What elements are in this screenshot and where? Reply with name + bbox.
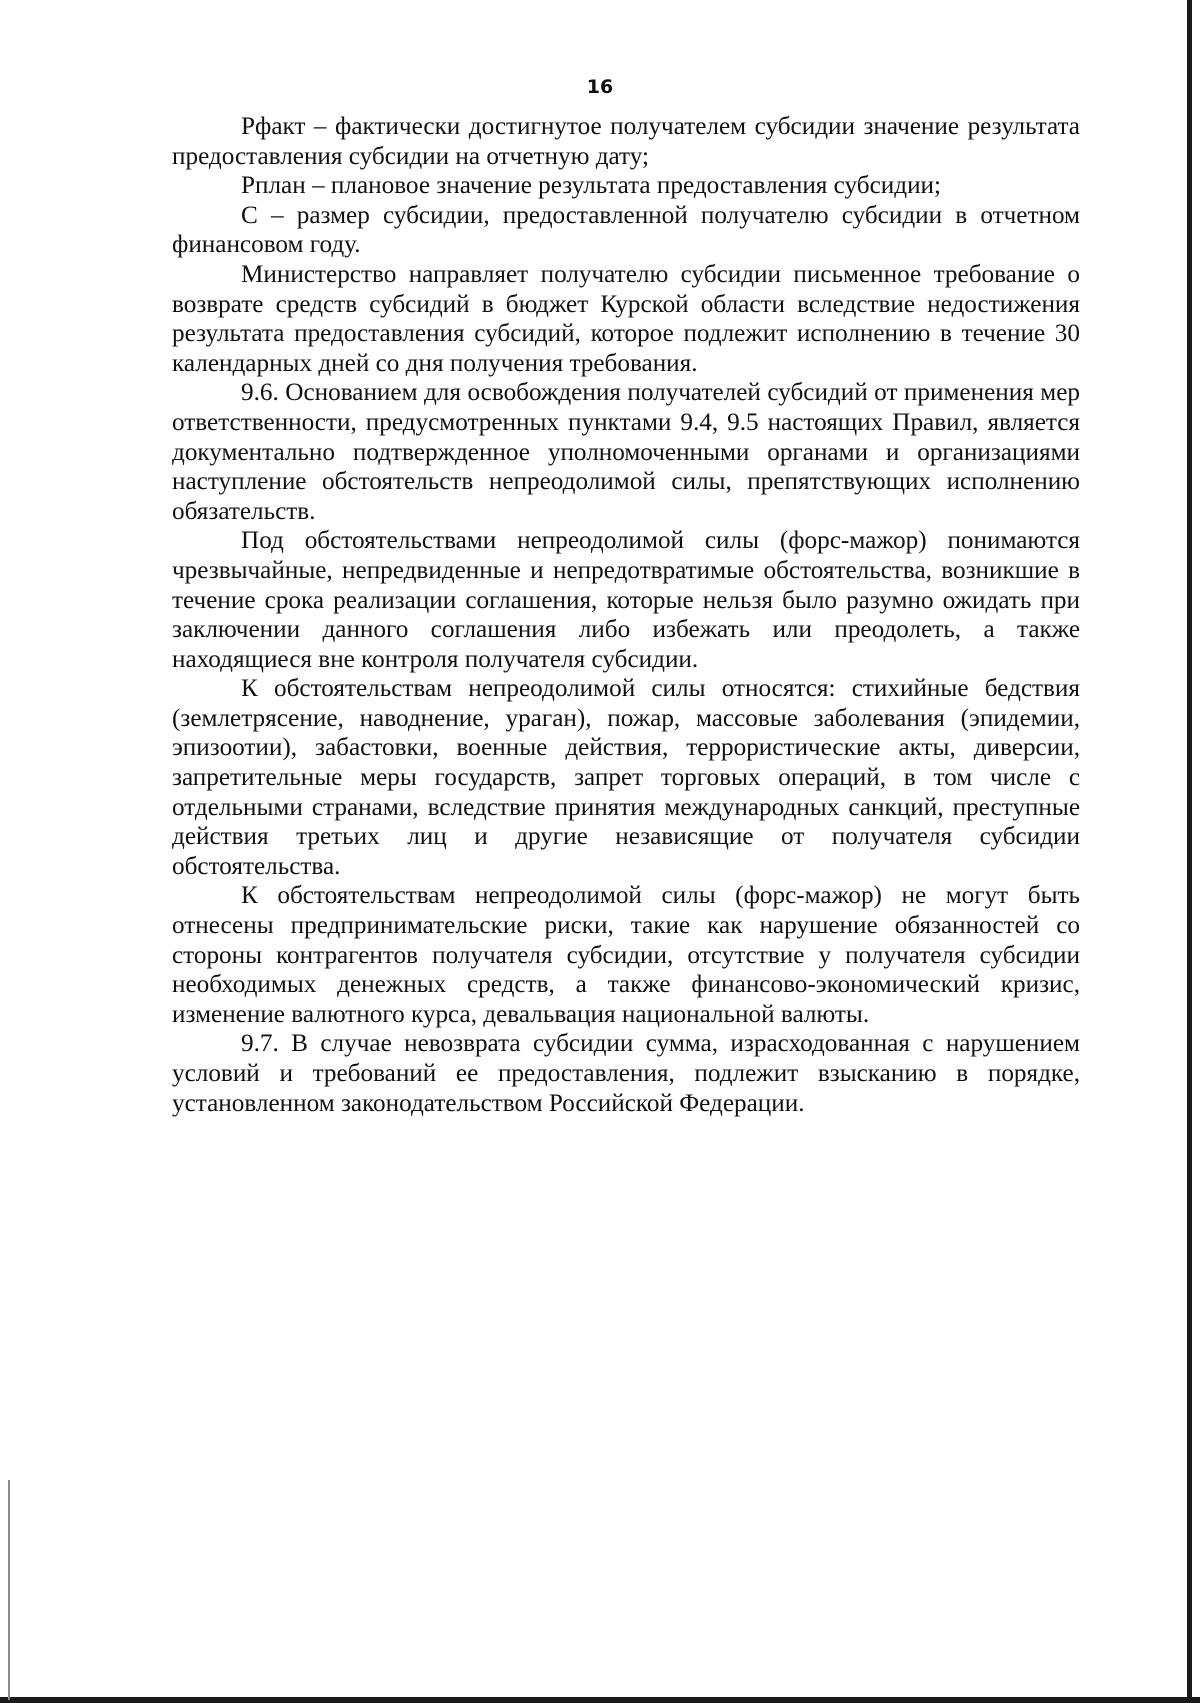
paragraph-rplan-definition: Рплан – плановое значение результата предоставления субсидии; [241, 172, 942, 200]
paragraph-force-majeure-exclusions: К обстоятельствам непреодолимой силы (форс-мажор) не могут быть отнесены предпринимательские риски, такие как нарушение обязанностей со стороны контрагентов получателя субсидии, отсутствие у получателя субсидии необходимых денежных средств, а также финансово-экономический кризис, изменение валютного курса, девальвация национальной валюты. [172, 882, 1080, 1028]
paragraph-c-definition: С – размер субсидии, предоставленной получателю субсидии в отчетном финансовом году. [172, 201, 1080, 259]
scan-edge-right [1187, 0, 1192, 1703]
paragraph-force-majeure-list: К обстоятельствам непреодолимой силы относятся: стихийные бедствия (землетрясение, наводнение, ураган), пожар, массовые заболевания (эпидемии, эпизоотии), забастовки, военные действия, террористические акты, диверсии, запретительные меры государств, запрет торговых операций, в том числе с отдельными странами, вследствие принятия международных санкций, преступные действия третьих лиц и другие независящие от получателя субсидии обстоятельства. [172, 675, 1080, 880]
paragraph-rfakt-definition: Рфакт – фактически достигнутое получателем субсидии значение результата предоставления субсидии на отчетную дату; [172, 113, 1080, 170]
scan-edge-left [8, 1480, 10, 1700]
page-number: 16 [586, 76, 614, 98]
document-body [172, 112, 1080, 1118]
paragraph-section-9-7: 9.7. В случае невозврата субсидии сумма, израсходованная с нарушением условий и требований ее предоставления, подлежит взысканию в порядке, установленном законодательством Российской Федерации. [172, 1030, 1080, 1117]
scan-edge-bottom [0, 1697, 1200, 1703]
paragraph-ministry-requirement: Министерство направляет получателю субсидии письменное требование о возврате средств субсидий в бюджет Курской области вследствие недостижения результата предоставления субсидий, которое подлежит исполнению в течение 30 календарных дней со дня получения требования. [172, 260, 1080, 377]
paragraph-section-9-6: 9.6. Основанием для освобождения получателей субсидий от применения мер ответственности, предусмотренных пунктами 9.4, 9.5 настоящих Правил, является документально подтвержденное уполномоченными органами и организациями наступление обстоятельств непреодолимой силы, препятствующих исполнению обязательств. [172, 379, 1080, 525]
paragraph-force-majeure-definition: Под обстоятельствами непреодолимой силы (форс-мажор) понимаются чрезвычайные, непредвиденные и непредотвратимые обстоятельства, возникшие в течение срока реализации соглашения, которые нельзя было разумно ожидать при заключении данного соглашения либо избежать или преодолеть, а также находящиеся вне контроля получателя субсидии. [172, 527, 1080, 673]
